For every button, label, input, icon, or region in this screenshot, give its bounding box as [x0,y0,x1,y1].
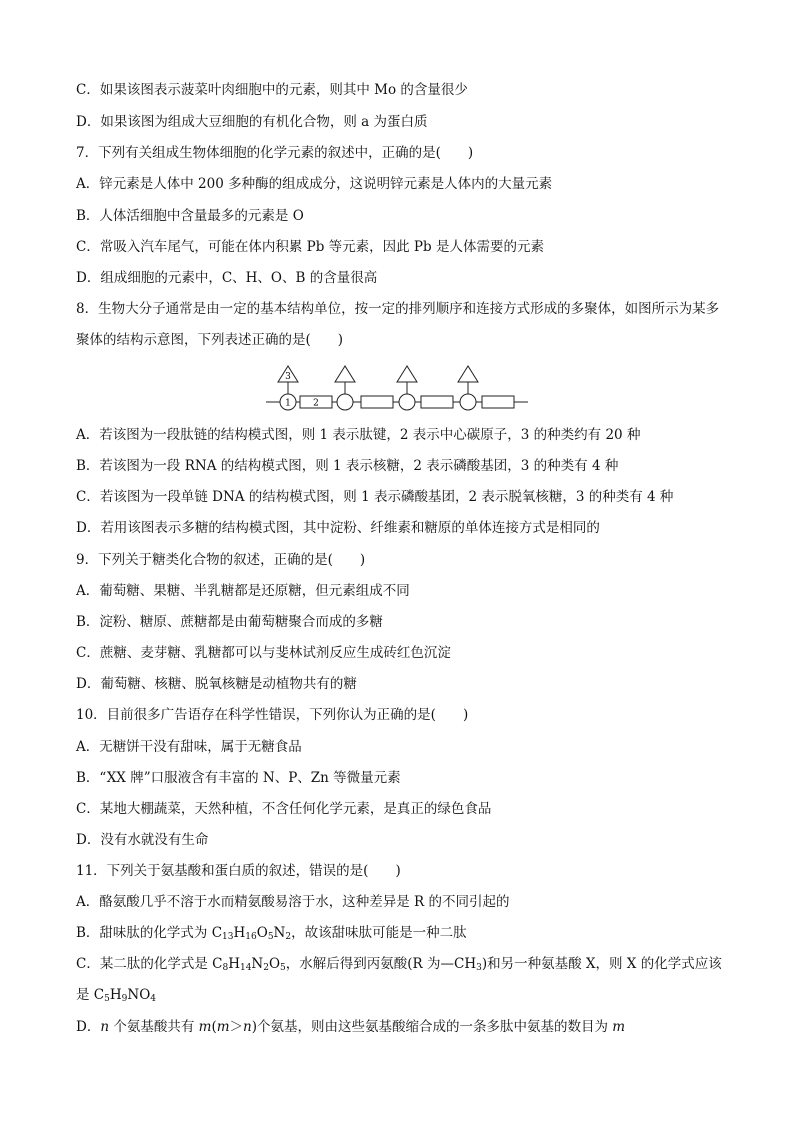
q9-option-d: D．葡萄糖、核糖、脱氧核糖是动植物共有的糖 [76,676,357,692]
label-3: 3 [285,372,291,382]
q6-option-d: D．如果该图为组成大豆细胞的有机化合物，则 a 为蛋白质 [76,114,428,130]
polymer-structure-diagram [266,362,528,418]
q10-option-d: D．没有水就没有生命 [76,832,209,848]
q9-option-b: B．淀粉、糖原、蔗糖都是由葡萄糖聚合而成的多糖 [76,614,383,630]
monomer-rect [361,396,393,408]
monomer-side-group-triangle [397,366,417,382]
monomer-side-group-triangle [335,366,355,382]
q8-option-d: D．若用该图表示多糖的结构模式图，其中淀粉、纤维素和糖原的单体连接方式是相同的 [76,520,600,536]
q6-option-c: C．如果该图表示菠菜叶肉细胞中的元素，则其中 Mo 的含量很少 [76,82,468,98]
q10-stem: 10．目前很多广告语存在科学性错误，下列你认为正确的是( ) [76,707,469,723]
q11-option-a: A．酪氨酸几乎不溶于水而精氨酸易溶于水，这种差异是 R 的不同引起的 [76,894,510,910]
q11-option-d: D．n 个氨基酸共有 m(m＞n)个氨基，则由这些氨基酸缩合成的一条多肽中氨基的数目为 m [76,1019,626,1035]
label-2: 2 [313,398,319,409]
q10-option-a: A．无糖饼干没有甜味，属于无糖食品 [76,739,302,755]
q8-option-c: C．若该图为一段单链 DNA 的结构模式图，则 1 表示磷酸基团，2 表示脱氧核糖，3 的种类有 4 种 [76,489,674,505]
monomer-circle [399,394,415,410]
q9-option-a: A．葡萄糖、果糖、半乳糖都是还原糖，但元素组成不同 [76,583,410,599]
monomer-rect [421,396,453,408]
q10-option-c: C．某地大棚蔬菜，天然种植，不含任何化学元素，是真正的绿色食品 [76,801,492,817]
q11-stem: 11．下列关于氨基酸和蛋白质的叙述，错误的是( ) [76,863,401,879]
q7-stem: 7．下列有关组成生物体细胞的化学元素的叙述中，正确的是( ) [76,145,474,161]
monomer-circle [460,394,476,410]
q10-option-b: B．“XX 牌”口服液含有丰富的 N、P、Zn 等微量元素 [76,770,401,786]
q7-option-a: A．锌元素是人体中 200 多种酶的组成成分，这说明锌元素是人体内的大量元素 [76,176,553,192]
q8-option-a: A．若该图为一段肽链的结构模式图，则 1 表示肽键，2 表示中心碳原子，3 的种类约有 20 种 [76,427,641,443]
q7-option-b: B．人体活细胞中含量最多的元素是 O [76,208,304,224]
monomer-rect [482,396,514,408]
q8-stem: 8．生物大分子通常是由一定的基本结构单位，按一定的排列顺序和连接方式形成的多聚体，如图所示为某多聚体的结构示意图，下列表述正确的是( ) [76,301,720,348]
q7-option-c: C．常吸入汽车尾气，可能在体内积累 Pb 等元素，因此 Pb 是人体需要的元素 [76,239,544,255]
label-1: 1 [285,398,291,409]
monomer-circle [337,394,353,410]
q9-stem: 9．下列关于糖类化合物的叙述，正确的是( ) [76,552,366,568]
q9-option-c: C．蔗糖、麦芽糖、乳糖都可以与斐林试剂反应生成砖红色沉淀 [76,645,451,661]
q11-option-c: C．某二肽的化学式是 $C_8H_{14}N_2O_5$，水解后得到丙氨酸(R 为$—CH_3$)和另一种氨基酸 X，则 X 的化学式应该是 $C_5H_9NO_4$ [76,956,722,1004]
monomer-side-group-triangle [458,366,478,382]
q7-option-d: D．组成细胞的元素中，C、H、O、B 的含量很高 [76,270,378,286]
q11-option-b: B．甜味肽的化学式为 $C_{13}H_{16}O_5N_2$，故该甜味肽可能是一种二肽 [76,925,467,942]
q8-option-b: B．若该图为一段 RNA 的结构模式图，则 1 表示核糖，2 表示磷酸基团，3 的种类有 4 种 [76,458,619,474]
